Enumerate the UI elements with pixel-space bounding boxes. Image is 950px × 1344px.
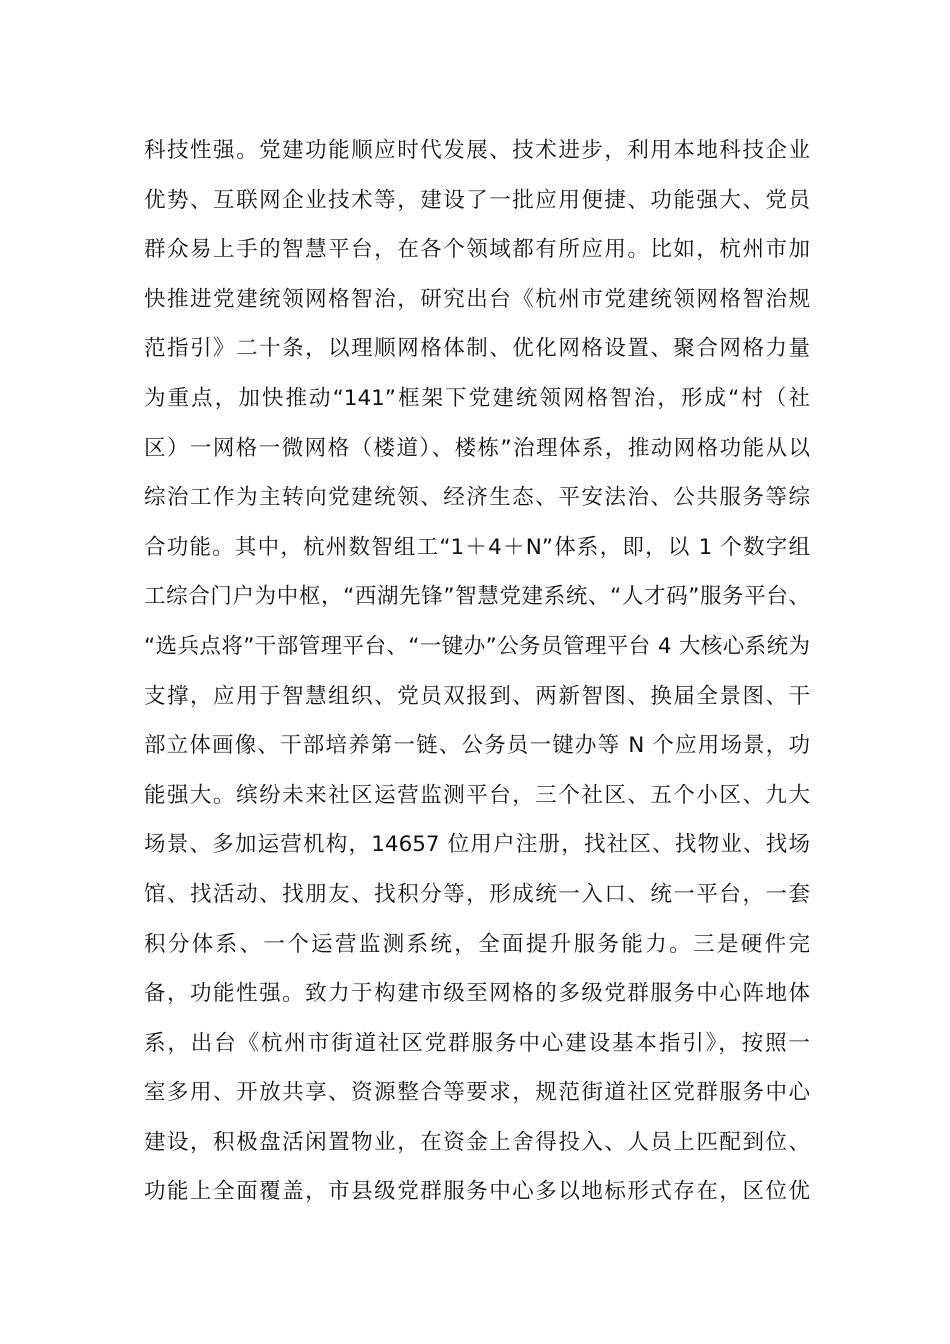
text-line: 为重点，加快推动“141”框架下党建统领网格智治，形成“村（社 [144, 385, 810, 411]
text-line: 部立体画像、干部培养第一链、公务员一键办等 N 个应用场景，功 [144, 733, 810, 759]
text-line: 场景、多加运营机构，14657 位用户注册，找社区、找物业、找场 [144, 832, 810, 858]
text-line: 能强大。缤纷未来社区运营监测平台，三个社区、五个小区、九大 [144, 782, 810, 808]
text-line: 工综合门户为中枢，“西湖先锋”智慧党建系统、“人才码”服务平台、 [144, 584, 810, 610]
text-line: 区）一网格一微网格（楼道）、楼栋”治理体系，推动网格功能从以 [144, 435, 810, 461]
text-line: 室多用、开放共享、资源整合等要求，规范街道社区党群服务中心 [144, 1080, 810, 1106]
text-line: 合功能。其中，杭州数智组工“1＋4＋N”体系，即，以 1 个数字组 [144, 534, 810, 560]
text-line: 快推进党建统领网格智治，研究出台《杭州市党建统领网格智治规 [144, 286, 810, 312]
text-line: 支撑，应用于智慧组织、党员双报到、两新智图、换届全景图、干 [144, 683, 810, 709]
text-line: 建设，积极盘活闲置物业，在资金上舍得投入、人员上匹配到位、 [144, 1129, 810, 1155]
text-line: 群众易上手的智慧平台，在各个领域都有所应用。比如，杭州市加 [144, 237, 810, 263]
text-line: 备，功能性强。致力于构建市级至网格的多级党群服务中心阵地体 [144, 981, 810, 1007]
text-line: 优势、互联网企业技术等，建设了一批应用便捷、功能强大、党员 [144, 187, 810, 213]
text-line: 系，出台《杭州市街道社区党群服务中心建设基本指引》，按照一 [144, 1030, 810, 1056]
text-line: 综治工作为主转向党建统领、经济生态、平安法治、公共服务等综 [144, 485, 810, 511]
text-line: “选兵点将”干部管理平台、“一键办”公务员管理平台 4 大核心系统为 [144, 633, 810, 659]
text-line: 功能上全面覆盖，市县级党群服务中心多以地标形式存在，区位优 [144, 1179, 810, 1205]
body-paragraph [144, 126, 810, 1217]
text-line: 科技性强。党建功能顺应时代发展、技术进步，利用本地科技企业 [144, 138, 810, 163]
text-line: 范指引》二十条，以理顺网格体制、优化网格设置、聚合网格力量 [144, 336, 810, 362]
text-line: 馆、找活动、找朋友、找积分等，形成统一入口、统一平台，一套 [144, 881, 810, 907]
text-line: 积分体系、一个运营监测系统，全面提升服务能力。三是硬件完 [144, 931, 810, 957]
